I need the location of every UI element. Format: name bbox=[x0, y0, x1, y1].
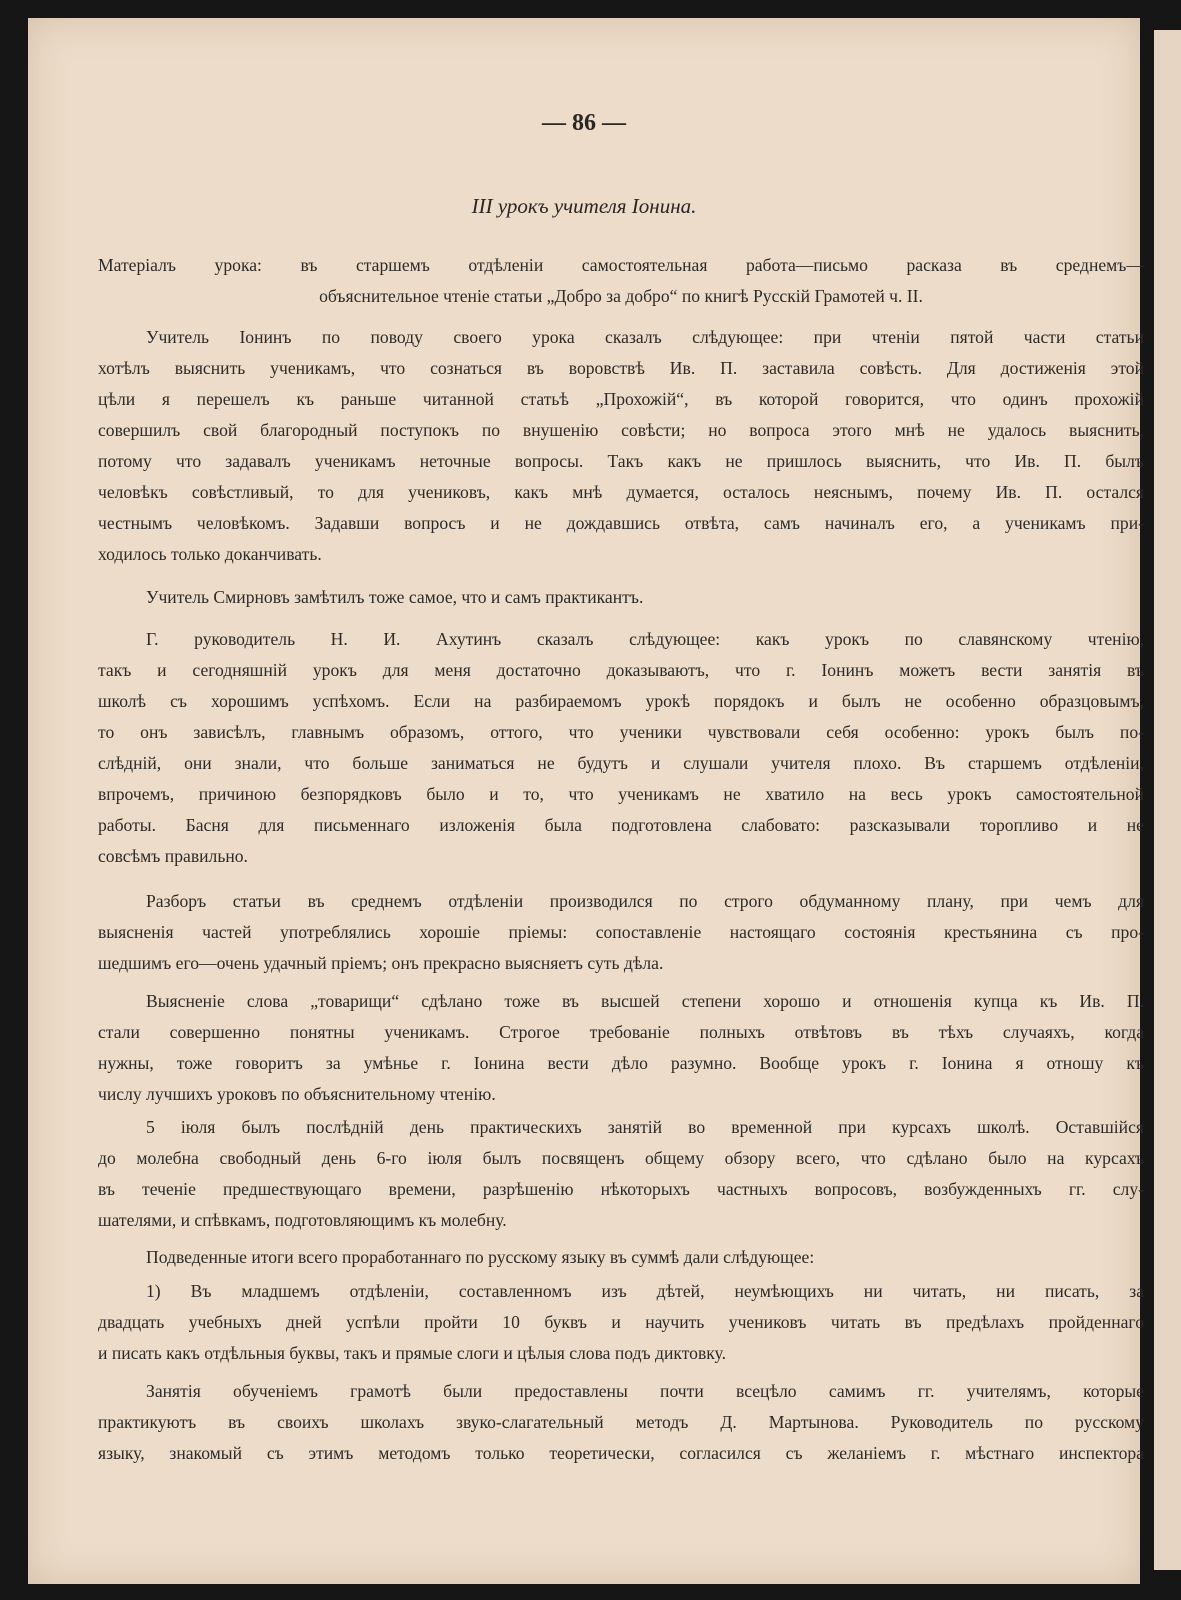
adjacent-page-edge bbox=[1154, 30, 1181, 1570]
text-line: честнымъ человѣкомъ. Задавши вопросъ и не дождавшись отвѣта, самъ начиналъ его, а ученикамъ при- bbox=[98, 513, 1144, 533]
text-line: Разборъ статьи въ среднемъ отдѣленіи производился по строго обдуманному плану, при чемъ для bbox=[146, 891, 1144, 911]
text-line: Учитель Іонинъ по поводу своего урока сказалъ слѣдующее: при чтеніи пятой части статьи bbox=[146, 327, 1144, 347]
text-line: 1) Въ младшемъ отдѣленіи, составленномъ изъ дѣтей, неумѣющихъ ни читать, ни писать, за bbox=[146, 1281, 1144, 1301]
paragraph-july-5 bbox=[98, 1112, 1144, 1236]
text-line: цѣли я перешелъ къ раньше читанной статьѣ „Прохожій“, въ которой говорится, что одинъ прохожій bbox=[98, 389, 1144, 409]
text-line: и писать какъ отдѣльныя буквы, такъ и прямые слоги и цѣлыя слова подъ диктовку. bbox=[98, 1343, 726, 1363]
text-line: Выясненіе слова „товарищи“ сдѣлано тоже въ высшей степени хорошо и отношенія купца къ Ив. П. bbox=[146, 991, 1144, 1011]
text-line: стали совершенно понятны ученикамъ. Строгое требованіе полныхъ отвѣтовъ въ тѣхъ случаяхъ, когда bbox=[98, 1022, 1144, 1042]
paragraph-teacher-ionin bbox=[98, 322, 1144, 570]
text-line: двадцать учебныхъ дней успѣли пройти 10 буквъ и научить учениковъ читать въ предѣлахъ пройденнаго bbox=[98, 1312, 1144, 1332]
text-line: школѣ съ хорошимъ успѣхомъ. Если на разбираемомъ урокѣ порядокъ и былъ не особенно образцовымъ, bbox=[98, 691, 1144, 711]
text-line: шателями, и спѣвкамъ, подготовляющимъ къ молебну. bbox=[98, 1210, 507, 1230]
text-line: шедшимъ его—очень удачный пріемъ; онъ прекрасно выясняетъ суть дѣла. bbox=[98, 953, 664, 973]
paragraph-literacy bbox=[98, 1376, 1144, 1469]
text-line: слѣдній, они знали, что больше заниматься не будутъ и слушали учителя плохо. Въ старшемъ отдѣленіи, bbox=[98, 753, 1144, 773]
text-line: человѣкъ совѣстливый, то для учениковъ, какъ мнѣ думается, осталось неяснымъ, почему Ив. П. остался bbox=[98, 482, 1144, 502]
text-line: такъ и сегодняшній урокъ для меня достаточно доказываютъ, что г. Іонинъ можетъ вести занятія въ bbox=[98, 660, 1144, 680]
text-line: нужны, тоже говоритъ за умѣнье г. Іонина вести дѣло разумно. Вообще урокъ г. Іонина я отношу къ bbox=[98, 1053, 1144, 1073]
text-line: числу лучшихъ уроковъ по объяснительному чтенію. bbox=[98, 1084, 496, 1104]
text-line: Матеріалъ урока: въ старшемъ отдѣленіи самостоятельная работа—письмо расказа въ среднемъ— bbox=[98, 255, 1144, 275]
paragraph-results-item-1 bbox=[98, 1276, 1144, 1369]
text-line: хотѣлъ выяснить ученикамъ, что сознаться въ воровствѣ Ив. П. заставила совѣсть. Для достиженія этой bbox=[98, 358, 1144, 378]
text-line: работы. Басня для письменнаго изложенія была подготовлена слабовато: разсказывали торопливо и не bbox=[98, 815, 1144, 835]
page-number: — 86 — bbox=[542, 110, 626, 136]
text-line: выясненія частей употреблялись хорошіе пріемы: сопоставленіе настоящаго состоянія крестьянина съ про- bbox=[98, 922, 1144, 942]
text-line: впрочемъ, причиною безпорядковъ было и то, что ученикамъ не хватило на весь урокъ самостоятельной bbox=[98, 784, 1144, 804]
book-page bbox=[28, 18, 1144, 1584]
text-line: практикуютъ въ своихъ школахъ звуко-слагательный методъ Д. Мартынова. Руководитель по русскому bbox=[98, 1412, 1144, 1432]
text-line: Г. руководитель Н. И. Ахутинъ сказалъ слѣдующее: какъ урокъ по славянскому чтенію, bbox=[146, 629, 1144, 649]
text-line: то онъ зависѣлъ, главнымъ образомъ, оттого, что ученики чувствовали себя особенно: урокъ былъ по- bbox=[98, 722, 1144, 742]
text-line: совсѣмъ правильно. bbox=[98, 846, 248, 866]
paragraph-results-intro bbox=[98, 1242, 1144, 1273]
text-line: потому что задавалъ ученикамъ неточные вопросы. Такъ какъ не пришлось выяснить, что Ив. П. былъ bbox=[98, 451, 1144, 471]
text-line: совершилъ свой благородный поступокъ по внушенію совѣсти; но вопроса этого мнѣ не удалось выяснить, bbox=[98, 420, 1144, 440]
paragraph-word-explanation bbox=[98, 986, 1144, 1110]
paragraph-teacher-smirnov bbox=[98, 582, 1144, 613]
text-line: Учитель Смирновъ замѣтилъ тоже самое, что и самъ практикантъ. bbox=[146, 587, 644, 607]
text-line: до молебна свободный день 6-го іюля былъ посвященъ общему обзору всего, что сдѣлано было на курсахъ bbox=[98, 1148, 1144, 1168]
text-line: Подведенные итоги всего проработаннаго по русскому языку въ суммѣ дали слѣдующее: bbox=[146, 1247, 815, 1267]
paragraph-lesson-material bbox=[98, 250, 1144, 312]
text-line: объяснительное чтеніе статьи „Добро за добро“ по книгѣ Русскій Грамотей ч. II. bbox=[319, 286, 923, 306]
text-line: въ теченіе предшествующаго времени, разрѣшенію нѣкоторыхъ частныхъ вопросовъ, возбужденныхъ гг. слу- bbox=[98, 1179, 1144, 1199]
paragraph-supervisor-akhutin bbox=[98, 624, 1144, 872]
text-line: Занятія обученіемъ грамотѣ были предоставлены почти всецѣло самимъ гг. учителямъ, которые bbox=[146, 1381, 1144, 1401]
text-line: 5 іюля былъ послѣдній день практическихъ занятій во временной при курсахъ школѣ. Оставшійся bbox=[146, 1117, 1144, 1137]
text-line: ходилось только доканчивать. bbox=[98, 544, 322, 564]
paragraph-analysis bbox=[98, 886, 1144, 979]
section-heading: III урокъ учителя Іонина. bbox=[471, 194, 697, 218]
text-line: языку, знакомый съ этимъ методомъ только теоретически, согласился съ желаніемъ г. мѣстнаго инспектора bbox=[98, 1443, 1144, 1463]
